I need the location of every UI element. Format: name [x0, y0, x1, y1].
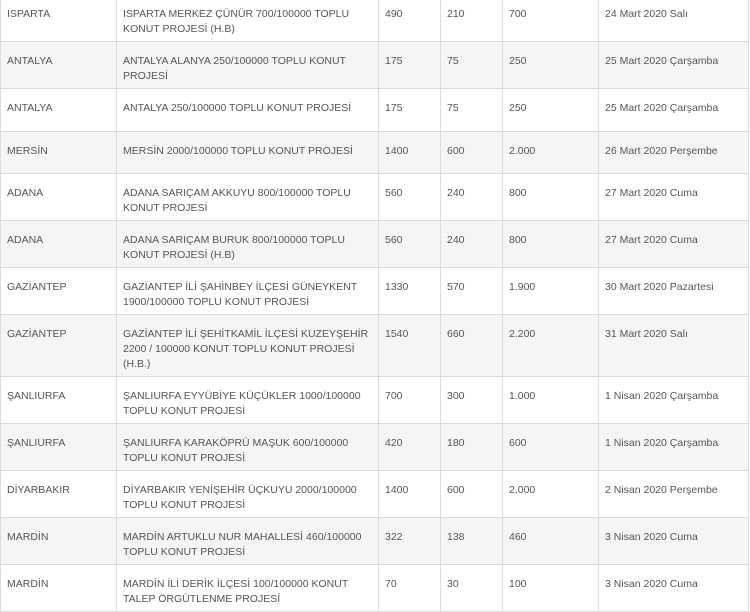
total-cell: 2.000: [503, 471, 599, 518]
total-cell: 2.200: [503, 315, 599, 377]
date-cell: 3 Nisan 2020 Cuma: [599, 565, 749, 612]
value-cell: 700: [379, 377, 441, 424]
city-cell: MARDİN: [1, 518, 117, 565]
project-cell: ŞANLIURFA KARAKÖPRÜ MAŞUK 600/100000 TOPLU KONUT PROJESİ: [117, 424, 379, 471]
value-cell: 210: [441, 0, 503, 42]
date-cell: 1 Nisan 2020 Çarşamba: [599, 377, 749, 424]
table-row: [1, 518, 749, 565]
project-cell: ANTALYA 250/100000 TOPLU KONUT PROJESİ: [117, 89, 379, 132]
table-row: [1, 377, 749, 424]
value-cell: 1400: [379, 471, 441, 518]
total-cell: 600: [503, 424, 599, 471]
date-cell: 30 Mart 2020 Pazartesi: [599, 268, 749, 315]
total-cell: 800: [503, 221, 599, 268]
project-cell: GAZİANTEP İLİ ŞEHİTKAMİL İLÇESİ KUZEYŞEHİR 2200 / 100000 KONUT TOPLU KONUT PROJESİ (H.B.): [117, 315, 379, 377]
total-cell: 1.000: [503, 377, 599, 424]
city-cell: ISPARTA: [1, 0, 117, 42]
value-cell: 1540: [379, 315, 441, 377]
project-cell: MARDİN İLİ DERİK İLÇESİ 100/100000 KONUT TALEP ÖRGÜTLENME PROJESİ: [117, 565, 379, 612]
city-cell: DİYARBAKIR: [1, 471, 117, 518]
project-cell: ADANA SARIÇAM BURUK 800/100000 TOPLU KONUT PROJESİ (H.B): [117, 221, 379, 268]
city-cell: ŞANLIURFA: [1, 377, 117, 424]
value-cell: 560: [379, 174, 441, 221]
value-cell: 30: [441, 565, 503, 612]
value-cell: 75: [441, 42, 503, 89]
project-cell: MARDİN ARTUKLU NUR MAHALLESİ 460/100000 TOPLU KONUT PROJESİ: [117, 518, 379, 565]
city-cell: ADANA: [1, 174, 117, 221]
project-cell: DİYARBAKIR YENİŞEHİR ÜÇKUYU 2000/100000 TOPLU KONUT PROJESİ: [117, 471, 379, 518]
project-cell: GAZİANTEP İLİ ŞAHİNBEY İLÇESİ GÜNEYKENT 1900/100000 TOPLU KONUT PROJESİ: [117, 268, 379, 315]
value-cell: 1330: [379, 268, 441, 315]
total-cell: 700: [503, 0, 599, 42]
city-cell: MERSİN: [1, 131, 117, 174]
value-cell: 560: [379, 221, 441, 268]
table-row: [1, 471, 749, 518]
total-cell: 1.900: [503, 268, 599, 315]
table-row: [1, 565, 749, 612]
table-row: [1, 424, 749, 471]
value-cell: 660: [441, 315, 503, 377]
value-cell: 570: [441, 268, 503, 315]
total-cell: 250: [503, 42, 599, 89]
total-cell: 250: [503, 89, 599, 132]
value-cell: 300: [441, 377, 503, 424]
date-cell: 25 Mart 2020 Çarşamba: [599, 42, 749, 89]
value-cell: 180: [441, 424, 503, 471]
value-cell: 75: [441, 89, 503, 132]
table-row: [1, 42, 749, 89]
total-cell: 100: [503, 565, 599, 612]
total-cell: 2.000: [503, 131, 599, 174]
value-cell: 240: [441, 174, 503, 221]
date-cell: 3 Nisan 2020 Cuma: [599, 518, 749, 565]
total-cell: 800: [503, 174, 599, 221]
project-cell: MERSİN 2000/100000 TOPLU KONUT PROJESİ: [117, 131, 379, 174]
city-cell: ANTALYA: [1, 89, 117, 132]
date-cell: 27 Mart 2020 Cuma: [599, 174, 749, 221]
table-row: [1, 268, 749, 315]
value-cell: 600: [441, 131, 503, 174]
date-cell: 2 Nisan 2020 Perşembe: [599, 471, 749, 518]
table-row: [1, 174, 749, 221]
date-cell: 31 Mart 2020 Salı: [599, 315, 749, 377]
table-body: [1, 0, 749, 612]
city-cell: GAZİANTEP: [1, 315, 117, 377]
table-row: [1, 315, 749, 377]
value-cell: 175: [379, 89, 441, 132]
value-cell: 138: [441, 518, 503, 565]
value-cell: 420: [379, 424, 441, 471]
date-cell: 24 Mart 2020 Salı: [599, 0, 749, 42]
value-cell: 175: [379, 42, 441, 89]
value-cell: 70: [379, 565, 441, 612]
date-cell: 26 Mart 2020 Perşembe: [599, 131, 749, 174]
city-cell: GAZİANTEP: [1, 268, 117, 315]
date-cell: 1 Nisan 2020 Çarşamba: [599, 424, 749, 471]
table-row: [1, 0, 749, 42]
value-cell: 322: [379, 518, 441, 565]
value-cell: 1400: [379, 131, 441, 174]
city-cell: ADANA: [1, 221, 117, 268]
value-cell: 240: [441, 221, 503, 268]
date-cell: 27 Mart 2020 Cuma: [599, 221, 749, 268]
date-cell: 25 Mart 2020 Çarşamba: [599, 89, 749, 132]
table-row: [1, 131, 749, 174]
value-cell: 490: [379, 0, 441, 42]
project-cell: ŞANLIURFA EYYÜBİYE KÜÇÜKLER 1000/100000 TOPLU KONUT PROJESİ: [117, 377, 379, 424]
project-cell: ADANA SARIÇAM AKKUYU 800/100000 TOPLU KONUT PROJESİ: [117, 174, 379, 221]
city-cell: MARDİN: [1, 565, 117, 612]
value-cell: 600: [441, 471, 503, 518]
total-cell: 460: [503, 518, 599, 565]
table-row: [1, 221, 749, 268]
project-cell: ANTALYA ALANYA 250/100000 TOPLU KONUT PROJESİ: [117, 42, 379, 89]
project-cell: ISPARTA MERKEZ ÇÜNÜR 700/100000 TOPLU KONUT PROJESİ (H.B): [117, 0, 379, 42]
table-row: [1, 89, 749, 132]
city-cell: ANTALYA: [1, 42, 117, 89]
city-cell: ŞANLIURFA: [1, 424, 117, 471]
